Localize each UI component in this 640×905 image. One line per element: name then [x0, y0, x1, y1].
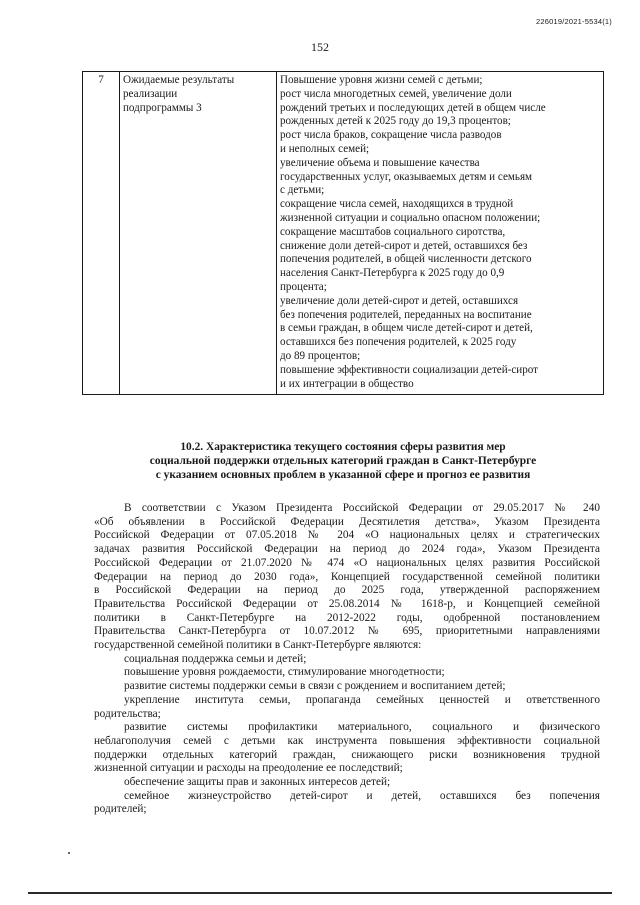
- result-line: и их интеграции в общество: [280, 377, 414, 390]
- result-line: рост числа браков, сокращение числа разводов: [280, 129, 502, 142]
- label-cell: [120, 72, 277, 395]
- table-row: [83, 72, 604, 395]
- heading-line: с указанием основных проблем в указанной сфере и прогноз ее развития: [155, 469, 531, 481]
- document-id: 226019/2021-5534(1): [536, 17, 612, 26]
- result-line: сокращение масштабов социального сиротства,: [280, 225, 506, 238]
- result-line: увеличение объема и повышение качества: [280, 156, 480, 169]
- paragraph-line: государственной семейной политики в Санкт-Петербурге являются:: [94, 639, 422, 652]
- result-line: жизненной ситуации и социально опасном положении;: [280, 211, 541, 224]
- paragraph-line: Российской Федерации от 07.05.2018 № 204 «О национальных целях и стратегических: [94, 529, 600, 542]
- result-line: и неполных семей;: [280, 142, 370, 155]
- result-line: сокращение числа семей, находящихся в трудной: [280, 198, 514, 211]
- result-line: населения Санкт-Петербурга к 2025 году до 0,9: [280, 267, 505, 280]
- body-text: [94, 502, 600, 817]
- list-item: развитие системы поддержки семьи в связи с рождением и воспитанием детей;: [124, 680, 506, 693]
- paragraph-line: задачах развития Российской Федерации на период до 2024 года», Указом Президента: [94, 543, 600, 556]
- result-line: рожденных детей к 2025 году до 19,3 процентов;: [280, 115, 511, 128]
- paragraph-line: Правительства Российской Федерации от 25.08.2014 № 1618-р, и Концепцией семейной: [94, 597, 600, 610]
- result-line: повышение эффективности социализации детей-сирот: [280, 363, 539, 376]
- label-line: подпрограммы 3: [123, 101, 202, 114]
- result-line: снижение доли детей-сирот и детей, оставшихся без: [280, 239, 528, 252]
- bottom-edge-rule: [28, 892, 612, 894]
- heading-line: социальной поддержки отдельных категорий граждан в Санкт-Петербурге: [149, 455, 537, 467]
- scan-speck: [68, 852, 70, 854]
- list-item: повышение уровня рождаемости, стимулирование многодетности;: [124, 666, 445, 679]
- list-item-continuation: родителей;: [94, 803, 147, 816]
- paragraph-line: В соответствии с Указом Президента Российской Федерации от 29.05.2017 № 240: [124, 502, 600, 514]
- paragraph-line: Российской Федерации от 21.07.2020 № 474 «О национальных целях развития Российской: [94, 556, 600, 569]
- result-line: рождений третьих и последующих детей в общем числе: [280, 101, 546, 114]
- list-item-continuation: родительства;: [94, 707, 161, 720]
- paragraph-line: Правительства Санкт-Петербурга от 10.07.2012 № 695, приоритетными направлениями: [94, 625, 600, 638]
- paragraph-line: в Российской Федерации на период до 2025 года, утвержденной распоряжением: [94, 584, 600, 597]
- section-heading: [82, 440, 604, 482]
- list-item-continuation: неблагополучия семей с детьми как инструмента повышения эффективности социальной: [94, 734, 600, 747]
- list-item: укрепление института семьи, пропаганда семейных ценностей и ответственного: [124, 693, 600, 706]
- result-line: до 89 процентов;: [280, 349, 361, 362]
- result-line: попечения родителей, в общей численности детского: [280, 253, 532, 266]
- result-line: без попечения родителей, переданных на воспитание: [280, 308, 532, 321]
- result-line: оставшихся без попечения родителей, к 2025 году: [280, 336, 517, 349]
- result-line: государственных услуг, оказываемых детям и семьям: [280, 170, 533, 183]
- list-item: обеспечение защиты прав и законных интересов детей;: [124, 776, 391, 789]
- heading-line: 10.2. Характеристика текущего состояния сферы развития мер: [180, 441, 506, 453]
- result-line: с детьми;: [280, 184, 325, 197]
- list-item-continuation: жизненной ситуации и расходы на преодоление ее последствий;: [94, 762, 403, 775]
- result-line: процента;: [280, 280, 327, 293]
- results-table: [82, 71, 604, 395]
- page-number: 152: [311, 40, 329, 54]
- list-item: семейное жизнеустройство детей-сирот и детей, оставшихся без попечения: [124, 789, 600, 802]
- result-line: увеличение доли детей-сирот и детей, оставшихся: [280, 294, 519, 307]
- paragraph-line: «Об объявлении в Российской Федерации Десятилетия детства», Указом Президента: [94, 515, 600, 528]
- list-item: социальная поддержка семьи и детей;: [124, 652, 307, 665]
- result-line: в семьи граждан, в общем числе детей-сирот и детей,: [280, 322, 533, 335]
- results-cell: [277, 72, 604, 395]
- label-line: реализации: [123, 87, 178, 100]
- list-item: развитие системы профилактики материального, социального и физического: [124, 721, 600, 734]
- result-line: Повышение уровня жизни семей с детьми;: [280, 74, 483, 86]
- result-line: рост числа многодетных семей, увеличение доли: [280, 87, 512, 100]
- row-number-cell: 7: [83, 72, 120, 395]
- label-line: Ожидаемые результаты: [123, 74, 235, 86]
- list-item-continuation: поддержки отдельных категорий граждан, снижающего риски возникновения трудной: [94, 748, 600, 761]
- paragraph-line: Федерации на период до 2030 года», Концепцией государственной семейной политики: [94, 570, 600, 583]
- paragraph-line: политики в Санкт-Петербурге на 2012-2022 годы, одобренной постановлением: [94, 611, 600, 624]
